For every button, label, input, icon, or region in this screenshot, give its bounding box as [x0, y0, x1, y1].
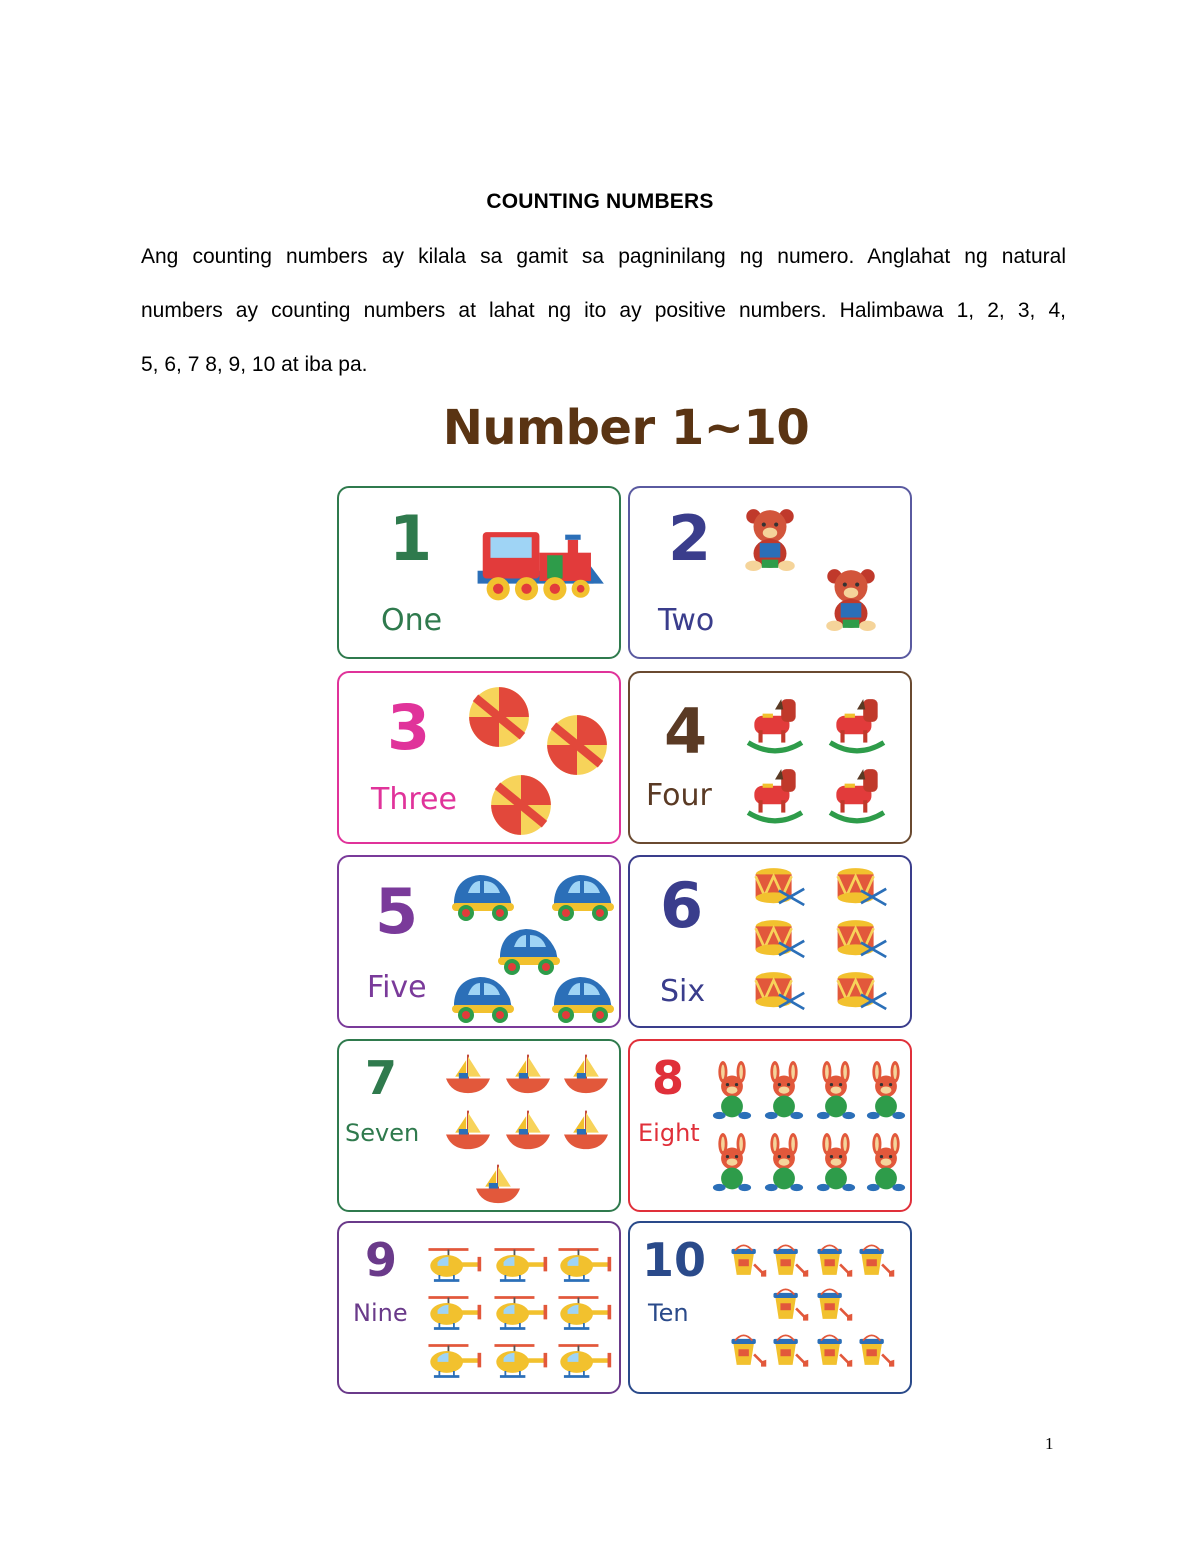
card-word: Six — [660, 974, 706, 1009]
number-card-6 — [628, 855, 912, 1028]
drum-icon — [756, 920, 805, 957]
intro-paragraph — [141, 230, 1066, 392]
helicopter-icon — [558, 1298, 611, 1329]
sand-bucket-icon — [817, 1289, 852, 1320]
card-word: Three — [371, 782, 457, 817]
drum-icon — [838, 920, 887, 957]
drum-icon — [756, 972, 805, 1009]
card-word: One — [381, 603, 443, 638]
train-icon — [478, 532, 604, 600]
card-number: 6 — [660, 869, 704, 942]
toy-car-icon — [552, 875, 614, 921]
beach-ball-icon — [491, 775, 551, 835]
sand-bucket-icon — [817, 1245, 852, 1276]
sand-bucket-icon — [859, 1335, 894, 1366]
sailboat-icon — [506, 1055, 550, 1094]
card-number: 5 — [375, 875, 419, 948]
sand-bucket-icon — [731, 1335, 766, 1366]
toy-car-icon — [452, 977, 514, 1023]
sailboat-icon — [446, 1055, 490, 1094]
sand-bucket-icon — [859, 1245, 894, 1276]
helicopter-icon — [494, 1346, 547, 1377]
card-number: 2 — [668, 502, 712, 575]
helicopter-icon — [494, 1250, 547, 1281]
teddy-bear-icon — [745, 509, 795, 571]
card-word: Ten — [648, 1299, 689, 1327]
bunny-icon — [867, 1133, 905, 1191]
number-card-7 — [337, 1039, 621, 1212]
number-card-8 — [628, 1039, 912, 1212]
card-word: Nine — [353, 1299, 408, 1327]
sailboat-icon — [476, 1165, 520, 1204]
bunny-icon — [765, 1061, 803, 1119]
page-number: 1 — [1045, 1434, 1054, 1453]
number-card-3 — [337, 671, 621, 844]
sand-bucket-icon — [773, 1245, 808, 1276]
bunny-icon — [817, 1061, 855, 1119]
sand-bucket-icon — [773, 1335, 808, 1366]
helicopter-icon — [428, 1346, 481, 1377]
helicopter-icon — [558, 1250, 611, 1281]
paragraph-line: numbers ay counting numbers at lahat ng ito ay positive numbers. Halimbawa 1, 2, 3, 4, — [141, 299, 1066, 322]
card-word: Five — [367, 970, 427, 1005]
sailboat-icon — [564, 1055, 608, 1094]
card-word: Seven — [345, 1119, 420, 1147]
sand-bucket-icon — [817, 1335, 852, 1366]
number-card-9 — [337, 1221, 621, 1394]
card-number: 1 — [389, 502, 433, 575]
sailboat-icon — [506, 1111, 550, 1150]
number-card-10 — [628, 1221, 912, 1394]
sand-bucket-icon — [731, 1245, 766, 1276]
number-card-1 — [337, 486, 621, 659]
toy-car-icon — [498, 929, 560, 975]
bunny-icon — [867, 1061, 905, 1119]
toy-car-icon — [452, 875, 514, 921]
poster-title: Number 1~10 — [442, 400, 810, 456]
bunny-icon — [713, 1061, 751, 1119]
card-word: Two — [658, 603, 715, 638]
rocking-horse-icon — [748, 769, 802, 821]
bunny-icon — [765, 1133, 803, 1191]
rocking-horse-icon — [830, 769, 884, 821]
beach-ball-icon — [547, 715, 607, 775]
paragraph-line: 5, 6, 7 8, 9, 10 at iba pa. — [141, 353, 368, 376]
bunny-icon — [817, 1133, 855, 1191]
card-number: 7 — [365, 1051, 398, 1105]
bunny-icon — [713, 1133, 751, 1191]
document-title: COUNTING NUMBERS — [486, 190, 714, 213]
drum-icon — [838, 972, 887, 1009]
toy-car-icon — [552, 977, 614, 1023]
paragraph-line: Ang counting numbers ay kilala sa gamit sa pagninilang ng numero. Anglahat ng natural — [141, 245, 1066, 268]
sailboat-icon — [564, 1111, 608, 1150]
card-number: 9 — [365, 1233, 398, 1287]
number-card-2 — [628, 486, 912, 659]
beach-ball-icon — [469, 687, 529, 747]
helicopter-icon — [558, 1346, 611, 1377]
card-word: Four — [646, 778, 712, 813]
helicopter-icon — [428, 1250, 481, 1281]
helicopter-icon — [428, 1298, 481, 1329]
card-number: 3 — [387, 691, 431, 764]
number-card-5 — [337, 855, 621, 1028]
rocking-horse-icon — [830, 699, 884, 751]
card-number: 4 — [664, 695, 708, 768]
drum-icon — [756, 868, 805, 905]
teddy-bear-icon — [826, 569, 876, 631]
number-card-4 — [628, 671, 912, 844]
card-number: 8 — [652, 1051, 685, 1105]
card-word: Eight — [638, 1119, 700, 1147]
helicopter-icon — [494, 1298, 547, 1329]
rocking-horse-icon — [748, 699, 802, 751]
sailboat-icon — [446, 1111, 490, 1150]
drum-icon — [838, 868, 887, 905]
sand-bucket-icon — [773, 1289, 808, 1320]
card-number: 10 — [642, 1233, 707, 1287]
